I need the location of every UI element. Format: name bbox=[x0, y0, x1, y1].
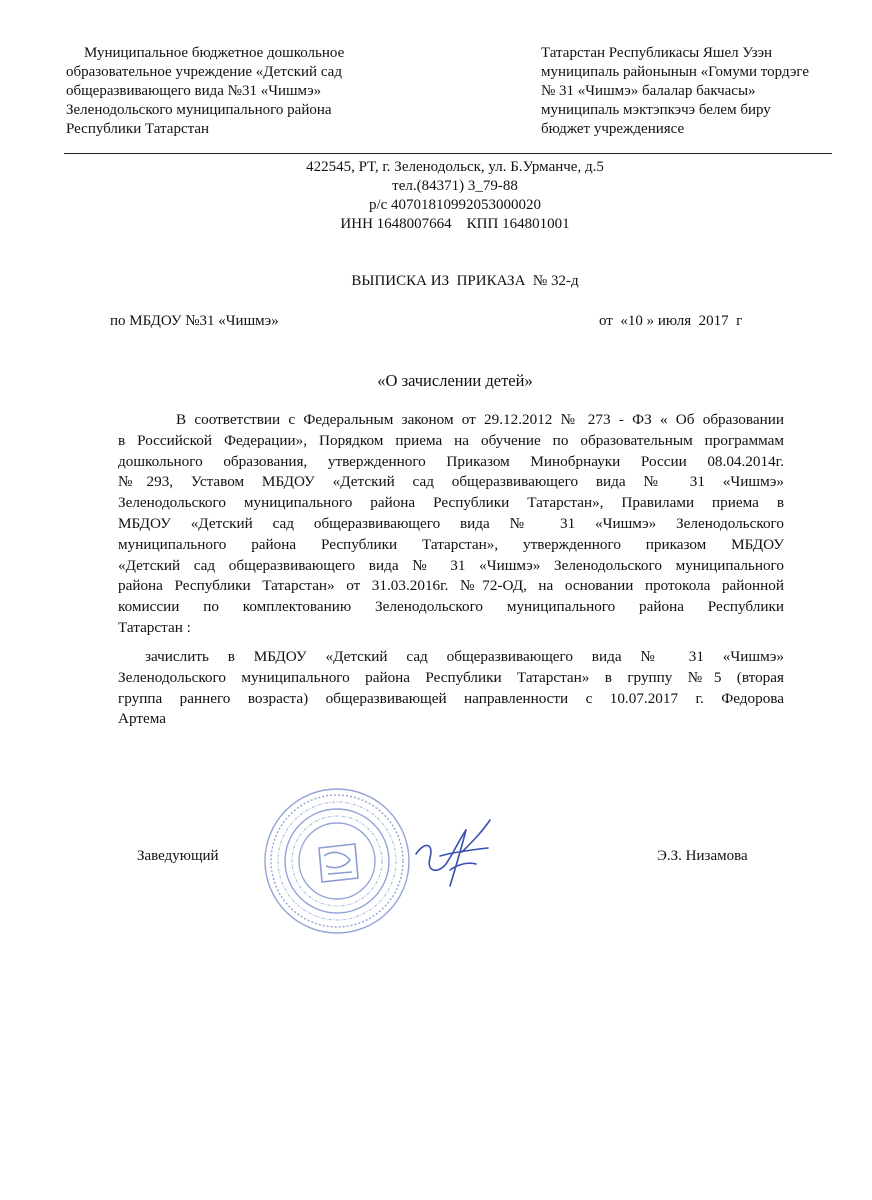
header-left-block bbox=[66, 44, 396, 139]
preamble-line: Татарстан : bbox=[118, 618, 191, 636]
header-divider bbox=[64, 153, 832, 154]
stamp-emblem bbox=[319, 844, 358, 882]
header-left-line: общеразвивающего вида №31 «Чишмэ» bbox=[66, 83, 322, 99]
header-right-line: муниципаль районынын «Гомуми тордэге bbox=[541, 64, 810, 80]
preamble-line: дошкольного образования, утвержденного Приказом Минобрнауки России 08.04.2014г. bbox=[118, 452, 784, 470]
header-left-line: Зеленодольского муниципального района bbox=[66, 102, 332, 118]
preamble-line: №293, Уставом МБДОУ «Детский сад общеразвивающего вида № 31 «Чишмэ» bbox=[118, 473, 784, 491]
header-left-line: Республики Татарстан bbox=[66, 121, 210, 137]
document-title: ВЫПИСКА ИЗ ПРИКАЗА № 32-д bbox=[351, 273, 579, 289]
header-left-line: образовательное учреждение «Детский сад bbox=[66, 64, 342, 80]
signatory-name: Э.З. Низамова bbox=[657, 848, 748, 864]
header-right-line: бюджет учреждениясе bbox=[541, 121, 685, 137]
order-heading: «О зачислении детей» bbox=[377, 371, 533, 390]
header-right-line: Татарстан Республикасы Яшел Узэн bbox=[541, 45, 773, 61]
preamble-line: района Республики Татарстан» от 31.03.2016г. №72-ОД, на основании протокола районной bbox=[118, 577, 784, 595]
organization-line: по МБДОУ №31 «Чишмэ» bbox=[110, 313, 279, 329]
preamble-line: в Российской Федерации», Порядком приема на обучение по образовательным программам bbox=[118, 431, 784, 449]
handwritten-signature bbox=[410, 812, 500, 892]
signatory-role: Заведующий bbox=[137, 848, 219, 864]
preamble-line: «Детский сад общеразвивающего вида № 31 «Чишмэ» Зеленодольского муниципального bbox=[118, 556, 784, 574]
phone-line: тел.(84371) 3_79-88 bbox=[392, 178, 518, 194]
preamble-line: комиссии по комплектованию Зеленодольского муниципального района Республики bbox=[118, 598, 784, 616]
order-paragraph bbox=[118, 647, 784, 730]
order-line: Зеленодольского муниципального района Республики Татарстан» в группу №5 (вторая bbox=[118, 668, 784, 686]
order-line: Артема bbox=[118, 710, 166, 728]
preamble-line: муниципального района Республики Татарстан», утвержденного приказом МБДОУ bbox=[118, 535, 784, 553]
header-right-line: № 31 «Чишмэ» балалар бакчасы» bbox=[541, 83, 756, 99]
header-right-block bbox=[541, 44, 841, 139]
document-date: от «10 » июля 2017 г bbox=[599, 313, 743, 329]
inn-kpp-line: ИНН 1648007664 КПП 164801001 bbox=[340, 216, 570, 232]
address-block bbox=[0, 158, 872, 234]
header-left-line: Муниципальное бюджетное дошкольное bbox=[84, 45, 345, 61]
header-right-line: муниципаль мэктэпкэчэ белем биру bbox=[541, 102, 771, 118]
official-stamp bbox=[262, 786, 412, 936]
order-line: зачислить в МБДОУ «Детский сад общеразвивающего вида № 31 «Чишмэ» bbox=[145, 648, 784, 665]
preamble-line: Зеленодольского муниципального района Республики Татарстан», Правилами приема в bbox=[118, 494, 784, 512]
address-line: 422545, РТ, г. Зеленодольск, ул. Б.Урманче, д.5 bbox=[306, 159, 604, 175]
preamble-paragraph bbox=[118, 410, 784, 639]
preamble-line: МБДОУ «Детский сад общеразвивающего вида № 31 «Чишмэ» Зеленодольского bbox=[118, 514, 784, 532]
order-line: группа раннего возраста) общеразвивающей направленности с 10.07.2017 г. Федорова bbox=[118, 689, 784, 707]
preamble-line: В соответствии с Федеральным законом от 29.12.2012 № 273 - ФЗ « Об образовании bbox=[176, 411, 784, 428]
account-line: р/с 40701810992053000020 bbox=[368, 197, 542, 213]
